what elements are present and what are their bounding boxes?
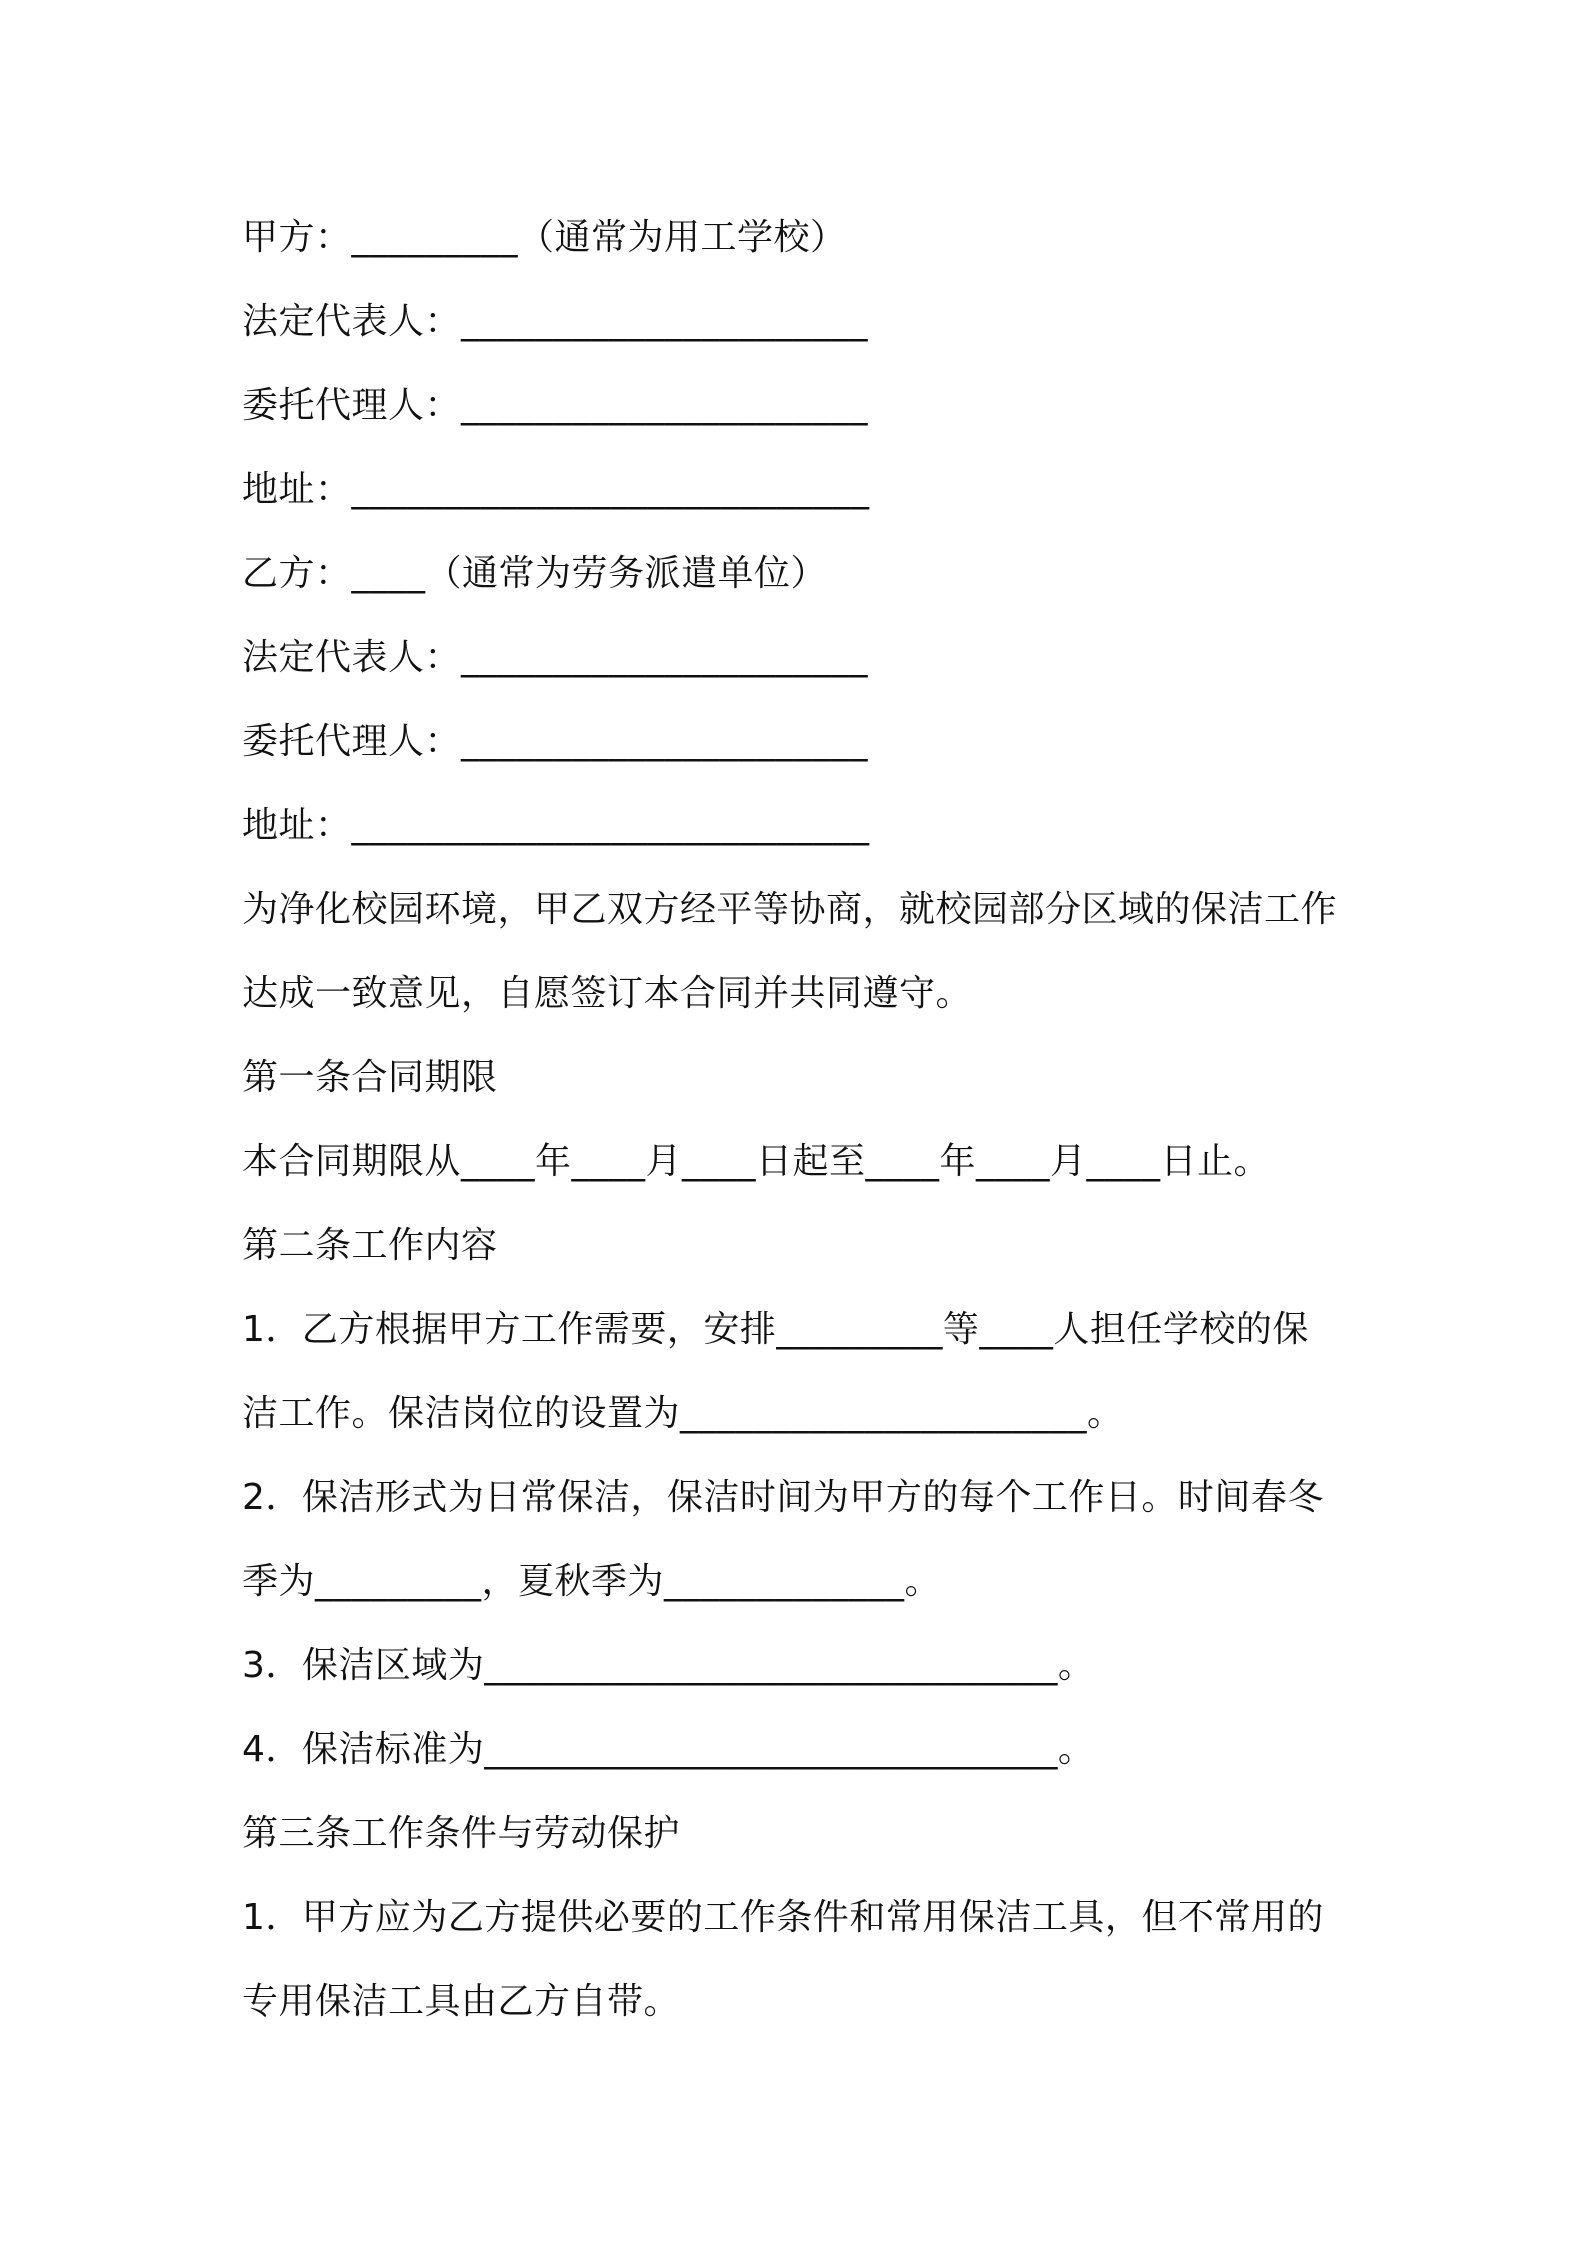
preamble-line-1: 为净化校园环境，甲乙双方经平等协商，就校园部分区域的保洁工作 <box>242 889 1338 930</box>
preamble-line-2: 达成一致意见，自愿签订本合同并共同遵守。 <box>242 973 973 1014</box>
party-b-agent-line: 委托代理人：______________________ <box>242 721 869 762</box>
article-2-heading: 第二条工作内容 <box>242 1225 498 1266</box>
party-a-agent-line: 委托代理人：______________________ <box>242 385 869 426</box>
work-conditions-item-1-line-2: 专用保洁工具由乙方自带。 <box>242 1981 681 2022</box>
work-conditions-item-1-line-1: 1．甲方应为乙方提供必要的工作条件和常用保洁工具，但不常用的 <box>242 1897 1324 1938</box>
party-a-address-line: 地址：____________________________ <box>242 469 870 510</box>
contract-term-line: 本合同期限从____年____月____日起至____年____月____日止。 <box>242 1141 1271 1182</box>
article-1-heading: 第一条合同期限 <box>242 1057 498 1098</box>
party-a-line: 甲方：_________（通常为用工学校） <box>242 217 847 258</box>
party-b-line: 乙方：____（通常为劳务派遣单位） <box>242 553 828 594</box>
party-b-legal-rep-line: 法定代表人：______________________ <box>242 637 869 678</box>
work-content-item-4: 4．保洁标准为_______________________________。 <box>242 1729 1095 1770</box>
work-content-item-2-line-1: 2．保洁形式为日常保洁，保洁时间为甲方的每个工作日。时间春冬 <box>242 1477 1324 1518</box>
contract-body <box>242 196 1362 2044</box>
work-content-item-1-line-1: 1．乙方根据甲方工作需要，安排_________等____人担任学校的保 <box>242 1309 1309 1350</box>
party-a-legal-rep-line: 法定代表人：______________________ <box>242 301 869 342</box>
article-3-heading: 第三条工作条件与劳动保护 <box>242 1813 681 1854</box>
work-content-item-2-line-2: 季为_________，夏秋季为_____________。 <box>242 1561 942 1602</box>
party-b-address-line: 地址：____________________________ <box>242 805 870 846</box>
work-content-item-3: 3．保洁区域为_______________________________。 <box>242 1645 1095 1686</box>
work-content-item-1-line-2: 洁工作。保洁岗位的设置为______________________。 <box>242 1393 1124 1434</box>
